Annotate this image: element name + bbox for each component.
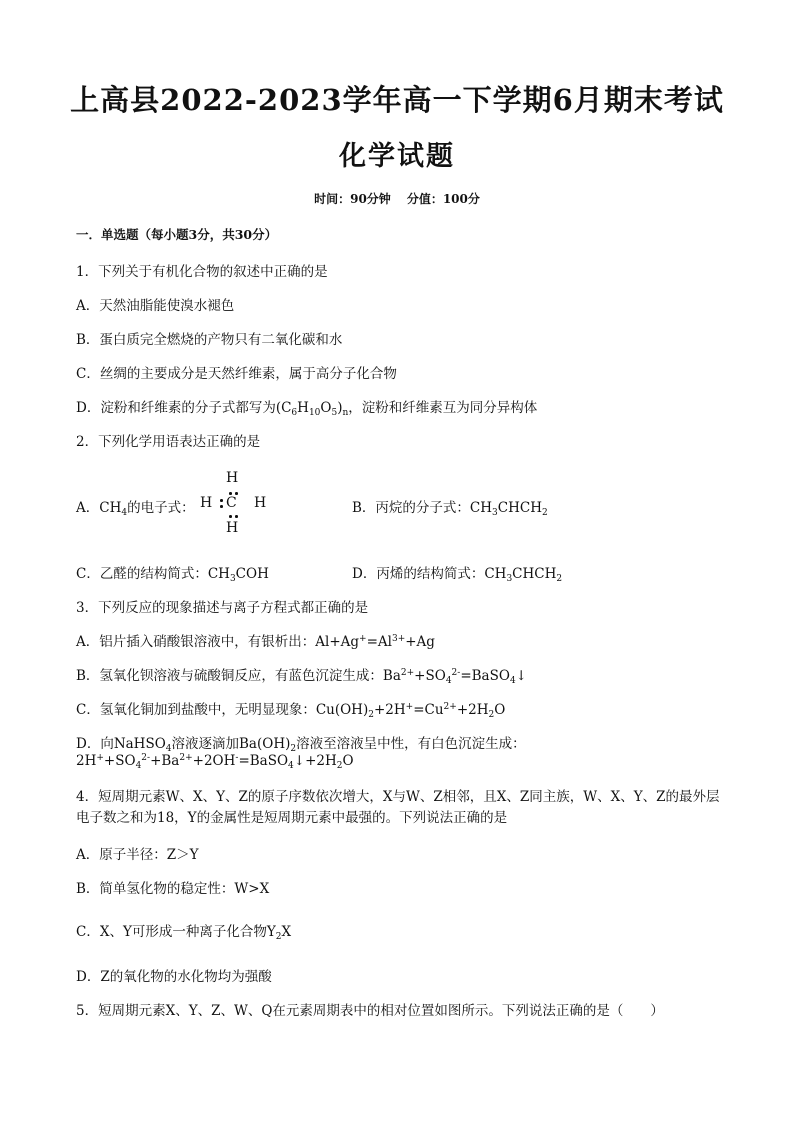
- exam-subtitle: 化学试题: [339, 141, 455, 172]
- lewis-h-bottom: H: [226, 520, 239, 536]
- electron-dot: [235, 515, 238, 518]
- q4-stem: 4．短周期元素W、X、Y、Z的原子序数依次增大，X与W、Z相邻，且X、Z同主族，W、X、Y、Z的最外层电子数之和为18，Y的金属性是短周期元素中最强的。下列说法正确的是: [76, 789, 720, 826]
- lewis-h-left: H: [200, 495, 213, 511]
- q4-option-c: C．X、Y可形成一种离子化合物$Y_2X$: [76, 924, 292, 942]
- exam-title: 上高县2022-2023学年高一下学期6月期末考试: [70, 83, 724, 117]
- exam-score: 分值：100分: [406, 192, 480, 206]
- electron-dot: [220, 499, 223, 502]
- q4-option-d: D．Z的氧化物的水化物均为强酸: [76, 969, 272, 985]
- q4-option-b: B．简单氢化物的稳定性：W>X: [76, 881, 270, 897]
- q1-option-b: B．蛋白质完全燃烧的产物只有二氧化碳和水: [76, 332, 343, 348]
- q3-option-d-equation: $2H^++SO_4^{2-}+Ba^{2+}+2OH^-=BaSO_4↓+2H_2O$: [76, 753, 354, 771]
- electron-dot: [229, 515, 232, 518]
- q3-option-b: B．氢氧化钡溶液与硫酸铜反应，有蓝色沉淀生成：$Ba^{2+}+SO_4^{2-}=BaSO_4↓$: [76, 668, 527, 686]
- q4-option-a: A．原子半径：Z＞Y: [76, 847, 199, 863]
- lewis-h-right: H: [254, 495, 267, 511]
- exam-meta: [0, 190, 794, 207]
- q3-option-d: D．向NaHSO$_4$溶液逐滴加$Ba(OH)_2$溶液至溶液呈中性，有白色沉淀生成：: [76, 736, 526, 754]
- q2-option-a: A．$CH_4$的电子式：: [76, 500, 195, 518]
- q2-option-b: B．丙烷的分子式：$CH_3CHCH_2$: [352, 500, 548, 518]
- q1-option-a: A．天然油脂能使溴水褪色: [76, 298, 235, 314]
- lewis-h-top: H: [226, 470, 239, 486]
- q3-option-c: C．氢氧化铜加到盐酸中，无明显现象：$Cu(OH)_2+2H^+=Cu^{2+}+2H_2O$: [76, 702, 506, 720]
- q3-stem: 3．下列反应的现象描述与离子方程式都正确的是: [76, 600, 369, 616]
- q1-option-d: D．淀粉和纤维素的分子式都写为$(C_6H_{10}O_5)_n$，淀粉和纤维素互为同分异构体: [76, 400, 538, 418]
- lewis-c-center: C: [226, 495, 237, 511]
- exam-time: 时间：90分钟: [314, 192, 391, 206]
- q1-stem: 1．下列关于有机化合物的叙述中正确的是: [76, 264, 328, 280]
- electron-dot: [220, 505, 223, 508]
- q2-option-d: D．丙烯的结构简式：$CH_3CHCH_2$: [352, 566, 563, 584]
- q3-option-a: A．铝片插入硝酸银溶液中，有银析出：$Al+Ag^+=Al^{3+}+Ag$: [76, 634, 435, 650]
- section-heading: 一．单选题（每小题3分，共30分）: [76, 227, 278, 242]
- q2-stem: 2．下列化学用语表达正确的是: [76, 434, 261, 450]
- electron-dot: [229, 492, 232, 495]
- electron-dot: [235, 492, 238, 495]
- q2-option-c: C．乙醛的结构简式：$CH_3COH$: [76, 566, 269, 584]
- ch4-lewis-structure: [196, 470, 276, 540]
- q5-stem: 5．短周期元素X、Y、Z、W、Q在元素周期表中的相对位置如图所示。下列说法正确的是（ ）: [76, 1003, 664, 1019]
- q1-option-c: C．丝绸的主要成分是天然纤维素，属于高分子化合物: [76, 366, 397, 382]
